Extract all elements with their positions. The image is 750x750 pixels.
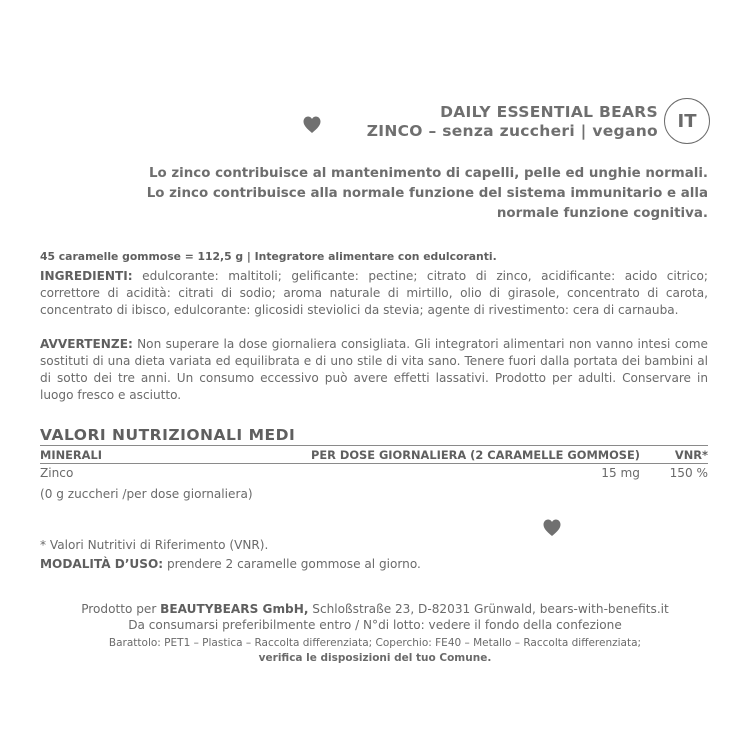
- manufacturer-address: Schloßstraße 23, D-82031 Grünwald, bears-with-benefits.it: [308, 602, 669, 616]
- manufacturer-prefix: Prodotto per: [81, 602, 161, 616]
- column-header-vnr: VNR*: [674, 448, 708, 462]
- best-before-info: Da consumarsi preferibilmente entro / N°di lotto: vedere il fondo della confezione: [128, 618, 622, 632]
- usage-instructions: [40, 557, 421, 571]
- ingredients-label: INGREDIENTI:: [40, 269, 133, 283]
- column-header-minerals: MINERALI: [40, 448, 102, 462]
- disposal-note: verifica le disposizioni del tuo Comune.: [258, 652, 492, 664]
- ingredients-text: edulcorante: maltitoli; gelificante: pectine; citrato di zinco, acidificante: acido citrico; correttore di acidità: citrati di sodio; aroma naturale di mirtillo, olio di girasole, concentrato di carota, concentrato di ibisco, edulcorante: glicosidi steviolici da stevia; agente di rivestimento: cera di carnauba.: [40, 269, 708, 317]
- warnings-text: Non superare la dose giornaliera consigliata. Gli integratori alimentari non vanno intesi come sostituti di una dieta variata ed equilibrata e di uno stile di vita sano. Tenere fuori dalla portata dei bambini al di sotto dei tre anni. Un consumo eccessivo può avere effetti lassativi. Prodotto per adulti. Conservare in luogo fresco e asciutto.: [40, 337, 708, 402]
- column-header-per-dose: PER DOSE GIORNALIERA (2 CARAMELLE GOMMOSE): [311, 448, 640, 462]
- heart-icon: [542, 518, 562, 538]
- nutrition-table: [40, 445, 708, 482]
- vnr-footnote: * Valori Nutritivi di Riferimento (VNR).: [40, 538, 269, 552]
- language-badge: IT: [664, 98, 710, 144]
- warnings-label: AVVERTENZE:: [40, 337, 133, 351]
- packaging-info: Barattolo: PET1 – Plastica – Raccolta differenziata; Coperchio: FE40 – Metallo – Raccolta differenziata;: [108, 637, 642, 649]
- sugar-note: (0 g zuccheri /per dose giornaliera): [40, 487, 253, 501]
- table-header: [40, 446, 708, 463]
- health-claims: [38, 164, 708, 224]
- product-description: 45 caramelle gommose = 112,5 g | Integratore alimentare con edulcoranti.: [40, 250, 497, 263]
- mineral-per-dose: 15 mg: [601, 466, 640, 480]
- product-subtitle: ZINCO – senza zuccheri | vegano: [366, 122, 658, 140]
- mineral-vnr: 150 %: [669, 466, 708, 480]
- manufacturer-name: BEAUTYBEARS GmbH,: [160, 602, 309, 616]
- table-row: [40, 464, 708, 482]
- nutrition-title: VALORI NUTRIZIONALI MEDI: [40, 426, 296, 444]
- manufacturer-info: [0, 602, 750, 616]
- mineral-name: Zinco: [40, 466, 74, 480]
- claim-line: Lo zinco contribuisce alla normale funzione del sistema immunitario e alla: [146, 186, 708, 201]
- product-title: DAILY ESSENTIAL BEARS: [440, 103, 658, 121]
- heart-icon: [302, 115, 322, 135]
- claim-line: Lo zinco contribuisce al mantenimento di capelli, pelle ed unghie normali.: [148, 166, 708, 181]
- usage-text: prendere 2 caramelle gommose al giorno.: [163, 557, 421, 571]
- usage-label: MODALITÀ D’USO:: [40, 557, 164, 571]
- ingredients-section: [40, 268, 708, 319]
- warnings-section: [40, 336, 708, 404]
- claim-line: normale funzione cognitiva.: [496, 206, 708, 221]
